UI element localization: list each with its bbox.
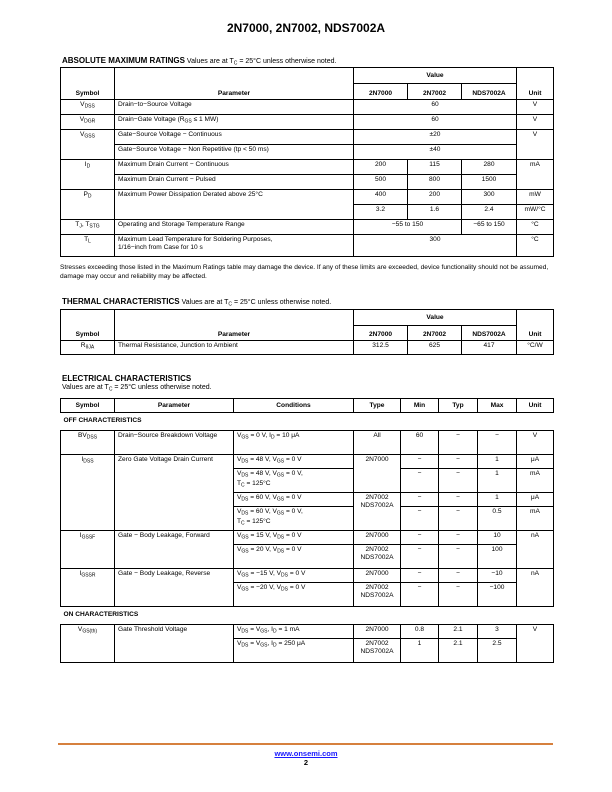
unit-cell: V — [517, 115, 554, 130]
unit-cell: nA — [517, 531, 554, 569]
unit-cell: °C — [517, 235, 554, 257]
unit-cell: μA — [517, 455, 554, 469]
type-cell: 2N7000 — [354, 569, 401, 583]
thermal-note-sub: C — [228, 301, 233, 308]
value-2n7000-2n7002: −55 to 150 — [354, 220, 462, 235]
abs-max-note: Values are at T — [186, 58, 234, 65]
table-row — [61, 160, 554, 175]
parameter-cell: Maximum Drain Current − Pulsed — [115, 175, 354, 190]
conditions-cell: $V_{DS} = 48$ V, $V_{GS} = 0$ V, $T_C = 125^\circ C$ — [234, 469, 354, 493]
symbol-cell: $I_{GSSR}$ — [61, 569, 115, 607]
value-cell: 60 — [354, 115, 517, 130]
table-row — [61, 100, 554, 115]
parameter-cell: Thermal Resistance, Junction to Ambient — [115, 341, 354, 355]
abs-max-title: ABSOLUTE MAXIMUM RATINGS — [62, 56, 185, 65]
table-row — [61, 455, 554, 469]
parameter-cell: Maximum Power Dissipation Derated above 25°C — [115, 190, 354, 220]
symbol-cell: $R_{\theta JA}$ — [61, 341, 115, 355]
symbol-cell: $T_L$ — [61, 235, 115, 257]
off-characteristics-label: OFF CHARACTERISTICS — [61, 413, 554, 431]
header-min: Min — [401, 399, 439, 413]
value-2n7000: 312.5 — [354, 341, 408, 355]
table-row — [61, 220, 554, 235]
type-cell: 2N7000 — [354, 531, 401, 545]
value-cell: ±40 — [354, 145, 517, 160]
thermal-heading — [62, 297, 331, 308]
conditions-cell: $V_{GS} = 15$ V, $V_{DS} = 0$ V — [234, 531, 354, 545]
min-cell: − — [401, 583, 439, 607]
header-parameter: Parameter — [115, 310, 354, 341]
unit-cell: °C/W — [517, 341, 554, 355]
electrical-title: ELECTRICAL CHARACTERISTICS — [62, 374, 192, 383]
on-characteristics-label: ON CHARACTERISTICS — [61, 607, 554, 625]
header-unit: Unit — [517, 68, 554, 100]
value-nds7002a: 417 — [462, 341, 517, 355]
header-unit: Unit — [517, 310, 554, 341]
min-cell: 60 — [401, 431, 439, 455]
max-cell: −10 — [478, 569, 517, 583]
table-row — [61, 115, 554, 130]
thermal-note: Values are at T — [181, 299, 229, 306]
parameter-cell: Maximum Lead Temperature for Soldering Purposes, 1/16−inch from Case for 10 s — [115, 235, 354, 257]
value-2n7002: 625 — [408, 341, 462, 355]
value-nds7002a: 1500 — [462, 175, 517, 190]
unit-cell: mW/°C — [517, 205, 554, 220]
table-row — [61, 341, 554, 355]
parameter-cell: Gate−Source Voltage − Continuous — [115, 130, 354, 145]
value-cell: 60 — [354, 100, 517, 115]
conditions-cell: $V_{DS} = 48$ V, $V_{GS} = 0$ V — [234, 455, 354, 469]
max-cell: 3 — [478, 625, 517, 639]
min-cell: − — [401, 469, 439, 493]
unit-cell: V — [517, 100, 554, 115]
typ-cell: 2.1 — [439, 639, 478, 663]
parameter-cell: Zero Gate Voltage Drain Current — [115, 455, 234, 531]
table-row — [61, 235, 554, 257]
unit-cell: μA — [517, 493, 554, 507]
header-2n7002: 2N7002 — [408, 326, 462, 341]
conditions-cell: $V_{DS} = V_{GS}$, $I_D = 250$ μA — [234, 639, 354, 663]
header-nds7002a: NDS7002A — [462, 84, 517, 100]
unit-cell: mA — [517, 160, 554, 190]
min-cell: 0.8 — [401, 625, 439, 639]
parameter-cell: Drain−Source Breakdown Voltage — [115, 431, 234, 455]
unit-cell: V — [517, 625, 554, 663]
table-row — [61, 531, 554, 545]
type-cell: 2N7000 — [354, 455, 401, 493]
value-nds7002a: −65 to 150 — [462, 220, 517, 235]
symbol-cell: $I_{DSS}$ — [61, 455, 115, 531]
parameter-cell: Gate Threshold Voltage — [115, 625, 234, 663]
value-2n7002: 200 — [408, 190, 462, 205]
header-nds7002a: NDS7002A — [462, 326, 517, 341]
max-cell: 1 — [478, 469, 517, 493]
value-2n7000: 200 — [354, 160, 408, 175]
min-cell: − — [401, 531, 439, 545]
electrical-table — [60, 398, 554, 663]
table-row — [61, 431, 554, 455]
value-cell: 300 — [354, 235, 517, 257]
parameter-cell: Gate − Body Leakage, Forward — [115, 531, 234, 569]
min-cell: − — [401, 455, 439, 469]
typ-cell: − — [439, 493, 478, 507]
symbol-cell: $P_D$ — [61, 190, 115, 220]
typ-cell: − — [439, 455, 478, 469]
header-symbol: Symbol — [61, 399, 115, 413]
value-2n7000: 500 — [354, 175, 408, 190]
typ-cell: − — [439, 583, 478, 607]
parameter-cell: Drain−Gate Voltage ($R_{GS} \le 1$ MW) — [115, 115, 354, 130]
parameter-cell: Gate−Source Voltage − Non Repetitive (tp < 50 ms) — [115, 145, 354, 160]
typ-cell: − — [439, 469, 478, 493]
typ-cell: − — [439, 569, 478, 583]
header-symbol: Symbol — [61, 310, 115, 341]
symbol-cell: $V_{DGR}$ — [61, 115, 115, 130]
type-cell: All — [354, 431, 401, 455]
header-typ: Typ — [439, 399, 478, 413]
min-cell: − — [401, 569, 439, 583]
header-2n7000: 2N7000 — [354, 326, 408, 341]
typ-cell: − — [439, 545, 478, 569]
parameter-cell: Drain−to−Source Voltage — [115, 100, 354, 115]
max-cell: − — [478, 431, 517, 455]
value-2n7000: 400 — [354, 190, 408, 205]
thermal-note-post: = 25°C unless otherwise noted. — [232, 299, 332, 306]
header-type: Type — [354, 399, 401, 413]
header-value: Value — [354, 68, 517, 84]
unit-cell: V — [517, 431, 554, 455]
value-2n7000: 3.2 — [354, 205, 408, 220]
symbol-cell: $V_{GS(th)}$ — [61, 625, 115, 663]
typ-cell: − — [439, 507, 478, 531]
thermal-table — [60, 309, 554, 355]
symbol-cell: $V_{DSS}$ — [61, 100, 115, 115]
min-cell: − — [401, 545, 439, 569]
conditions-cell: $V_{GS} = 20$ V, $V_{DS} = 0$ V — [234, 545, 354, 569]
table-row — [61, 130, 554, 145]
electrical-heading — [62, 374, 191, 383]
symbol-cell: $I_{GSSF}$ — [61, 531, 115, 569]
header-parameter: Parameter — [115, 399, 234, 413]
value-2n7002: 1.6 — [408, 205, 462, 220]
symbol-cell: $T_J$, $T_{STG}$ — [61, 220, 115, 235]
type-cell: 2N7002 NDS7002A — [354, 493, 401, 531]
max-cell: 2.5 — [478, 639, 517, 663]
conditions-cell: $V_{GS} = -20$ V, $V_{DS} = 0$ V — [234, 583, 354, 607]
value-nds7002a: 300 — [462, 190, 517, 205]
header-max: Max — [478, 399, 517, 413]
conditions-cell: $V_{DS} = V_{GS}$, $I_D = 1$ mA — [234, 625, 354, 639]
unit-cell: mA — [517, 507, 554, 531]
conditions-cell: $V_{DS} = 60$ V, $V_{GS} = 0$ V, $T_C = 125^\circ C$ — [234, 507, 354, 531]
stress-note: Stresses exceeding those listed in the Maximum Ratings table may damage the device. If any of these limits are exceeded, device functionality should not be assumed, damage may occur and reliability may be affected. — [60, 264, 549, 280]
abs-max-heading — [62, 56, 336, 67]
header-symbol: Symbol — [61, 68, 115, 100]
value-nds7002a: 2.4 — [462, 205, 517, 220]
abs-max-table — [60, 67, 554, 257]
max-cell: 100 — [478, 545, 517, 569]
type-cell: 2N7002 NDS7002A — [354, 639, 401, 663]
max-cell: 0.5 — [478, 507, 517, 531]
unit-cell: °C — [517, 220, 554, 235]
max-cell: 1 — [478, 455, 517, 469]
typ-cell: − — [439, 431, 478, 455]
electrical-note: Values are at $T_C = 25^\circ C$ unless otherwise noted. — [62, 384, 212, 393]
abs-max-note-post: = 25°C unless otherwise noted. — [237, 58, 337, 65]
type-cell: 2N7002 NDS7002A — [354, 545, 401, 569]
min-cell: − — [401, 507, 439, 531]
conditions-cell: $V_{DS} = 60$ V, $V_{GS} = 0$ V — [234, 493, 354, 507]
unit-cell: mA — [517, 469, 554, 493]
unit-cell: nA — [517, 569, 554, 607]
symbol-cell: $BV_{DSS}$ — [61, 431, 115, 455]
symbol-cell: $I_D$ — [61, 160, 115, 190]
parameter-cell: Operating and Storage Temperature Range — [115, 220, 354, 235]
table-row — [61, 625, 554, 639]
min-cell: − — [401, 493, 439, 507]
table-row — [61, 145, 554, 160]
typ-cell: 2.1 — [439, 625, 478, 639]
table-row — [61, 175, 554, 190]
value-cell: ±20 — [354, 130, 517, 145]
abs-max-note-sub: C — [233, 60, 238, 67]
min-cell: 1 — [401, 639, 439, 663]
type-cell: 2N7002 NDS7002A — [354, 583, 401, 607]
page-number: 2 — [303, 758, 309, 767]
parameter-cell: Gate − Body Leakage, Reverse — [115, 569, 234, 607]
unit-cell: mW — [517, 190, 554, 205]
header-2n7000: 2N7000 — [354, 84, 408, 100]
max-cell: 1 — [478, 493, 517, 507]
header-value: Value — [354, 310, 517, 326]
header-parameter: Parameter — [115, 68, 354, 100]
header-2n7002: 2N7002 — [408, 84, 462, 100]
page-title: 2N7000, 2N7002, NDS7002A — [226, 21, 386, 35]
header-unit: Unit — [517, 399, 554, 413]
value-nds7002a: 280 — [462, 160, 517, 175]
header-conditions: Conditions — [234, 399, 354, 413]
conditions-cell: $V_{GS} = 0$ V, $I_D = 10$ μA — [234, 431, 354, 455]
value-2n7002: 115 — [408, 160, 462, 175]
website-link[interactable]: www.onsemi.com — [274, 749, 338, 758]
conditions-cell: $V_{GS} = -15$ V, $V_{DS} = 0$ V — [234, 569, 354, 583]
typ-cell: − — [439, 531, 478, 545]
value-2n7002: 800 — [408, 175, 462, 190]
table-row — [61, 190, 554, 205]
max-cell: −100 — [478, 583, 517, 607]
table-row — [61, 569, 554, 583]
symbol-cell: $V_{GSS}$ — [61, 130, 115, 160]
parameter-cell: Maximum Drain Current − Continuous — [115, 160, 354, 175]
thermal-title: THERMAL CHARACTERISTICS — [62, 297, 180, 306]
type-cell: 2N7000 — [354, 625, 401, 639]
footer-divider — [58, 743, 553, 745]
max-cell: 10 — [478, 531, 517, 545]
unit-cell: V — [517, 130, 554, 160]
